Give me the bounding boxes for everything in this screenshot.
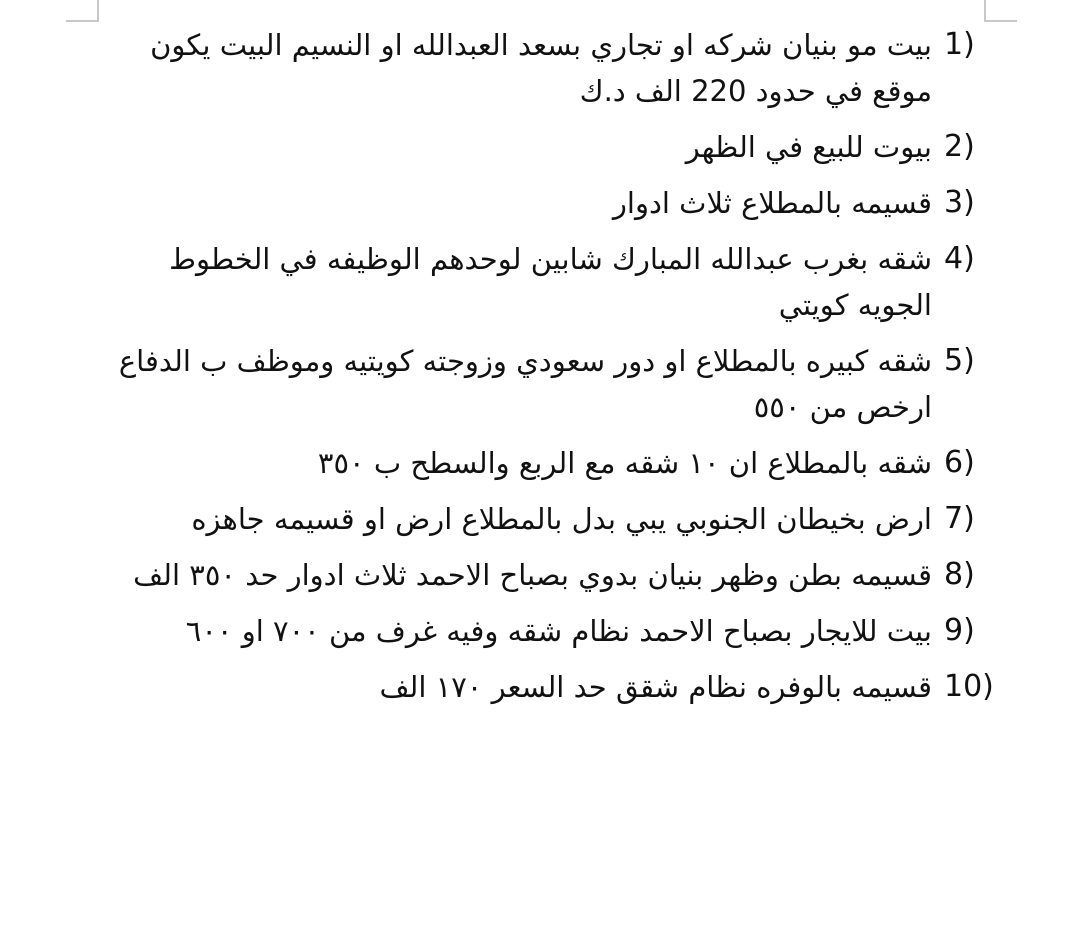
list-number: 4) (944, 241, 975, 276)
list-number: 8) (944, 557, 975, 592)
list-text: شقه بغرب عبدالله المبارك شابين لوحدهم الوظيفه في الخطوط الجويه كويتي (169, 242, 932, 322)
page-corner-mark-left (66, 0, 99, 22)
list-text: ارض بخيطان الجنوبي يبي بدل بالمطلاع ارض او قسيمه جاهزه (191, 502, 932, 536)
list-number: 5) (944, 343, 975, 378)
list-text: قسيمه بطن وظهر بنيان بدوي بصباح الاحمد ثلاث ادوار حد ٣٥٠ الف (133, 558, 932, 592)
list-text: قسيمه بالمطلاع ثلاث ادوار (612, 186, 932, 220)
list-text: بيت للايجار بصباح الاحمد نظام شقه وفيه غرف من ٧٠٠ او ٦٠٠ (185, 614, 932, 648)
list-item-3 (110, 180, 990, 226)
list-text: بيت مو بنيان شركه او تجاري بسعد العبدالله او النسيم البيت يكون موقع في حدود 220 الف د.ك (150, 28, 932, 108)
list-item-8 (110, 552, 990, 598)
list-text: قسيمه بالوفره نظام شقق حد السعر ١٧٠ الف (379, 670, 932, 704)
list-item-5 (110, 338, 990, 430)
list-number: 3) (944, 185, 975, 220)
list-text: شقه بالمطلاع ان ١٠ شقه مع الربع والسطح ب ٣٥٠ (317, 446, 932, 480)
list-number: 6) (944, 445, 975, 480)
list-item-1 (110, 22, 990, 114)
list-number: 1) (944, 27, 975, 62)
page-corner-mark-right (984, 0, 1017, 22)
list-item-6 (110, 440, 990, 486)
list-item-2 (110, 124, 990, 170)
list-number: 2) (944, 129, 975, 164)
list-number: 9) (944, 613, 975, 648)
list-item-4 (110, 236, 990, 328)
list-text: بيوت للبيع في الظهر (685, 130, 932, 164)
list-item-9 (110, 608, 990, 654)
list-number: 7) (944, 501, 975, 536)
list-item-7 (110, 496, 990, 542)
numbered-list (110, 22, 994, 720)
list-text: شقه كبيره بالمطلاع او دور سعودي وزوجته كويتيه وموظف ب الدفاع ارخص من ٥٥٠ (118, 344, 932, 424)
list-item-10 (110, 664, 994, 710)
list-number: 10) (944, 669, 994, 704)
